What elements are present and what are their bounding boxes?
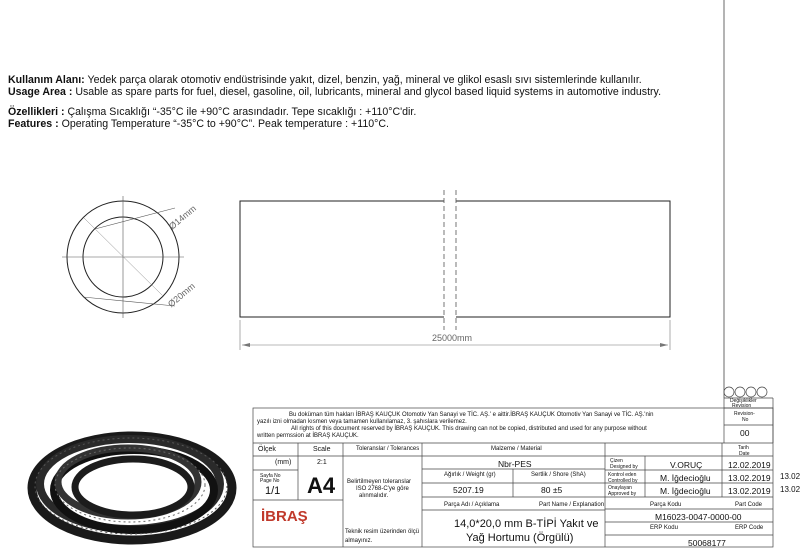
drawn-date: 12.02.2019 (728, 460, 771, 470)
tolerance-text-2: ISO 2768-C'ye göre (356, 486, 409, 492)
checked-en: Controlled by (608, 478, 638, 484)
approved-tr: Onaylayan (608, 485, 632, 491)
usage-en-text: Usable as spare parts for fuel, diesel, gasoline, oil, lubricants, mineral and glycol based liquid systems in automotive industry. (72, 85, 662, 98)
revision-en: Revision (732, 403, 752, 409)
part-name-1: 14,0*20,0 mm B-TİPİ Yakıt ve (454, 518, 599, 530)
length-label: 25000mm (432, 333, 473, 343)
features-en-label: Features : (8, 117, 59, 130)
part-name-2: Yağ Hortumu (Örgülü) (466, 532, 574, 544)
page-en: Page No (260, 478, 280, 484)
overflow-date-2: 13.02 (780, 485, 800, 494)
cross-section (62, 196, 184, 318)
scale-tr: Ölçek (258, 446, 276, 453)
date-en: Date (739, 451, 750, 457)
partcode-en: Part Code (735, 502, 763, 508)
usage-tr-text: Yedek parça olarak otomotiv endüstrisinde yakıt, dizel, benzin, yağ, mineral ve glikol esaslı sıvı sistemlerinde kullanılır. (84, 74, 642, 86)
shore-header: Sertlik / Shore (ShA) (531, 472, 586, 478)
revno-tr: Revision- (734, 411, 755, 417)
unit-label: (mm) (275, 459, 292, 466)
checked-tr: Kontrol eden (608, 472, 637, 478)
material-value: Nbr-PES (498, 459, 532, 469)
part-code: M16023-0047-0000-00 (655, 512, 742, 522)
overflow-date-1: 13.02 (780, 472, 800, 481)
approved-by: M. İğdecioğlu (660, 486, 711, 496)
approved-en: Approved by (608, 491, 637, 497)
tolerance-text-1: Belirtilmeyen toleranslar (347, 479, 412, 485)
copyright-tr-2: yazılı izni olmadan kısmen veya tamamen kullanılamaz, 3. şahıslara verilemez. (257, 419, 467, 425)
tech-note-2: almayınız. (345, 538, 373, 544)
erp-tr: ERP Kodu (650, 525, 678, 531)
paper-size: A4 (307, 473, 336, 498)
approved-date: 13.02.2019 (728, 486, 771, 496)
revno-en: No (742, 417, 749, 423)
hose-coil-photo (32, 436, 232, 540)
drawn-en: Designed by (610, 464, 638, 470)
date-tr: Tarih (738, 445, 749, 451)
usage-tr-label: Kullanım Alanı: (8, 74, 85, 86)
page-value: 1/1 (265, 485, 281, 497)
revision-number: 00 (740, 428, 750, 438)
revision-tr: Değişiklikler (730, 398, 757, 404)
erp-code: 50068177 (688, 538, 726, 548)
features-tr-text: Çalışma Sıcaklığı “-35°C ile +90°C arasındadır. Tepe sıcaklığı : +110°C'dir. (64, 106, 417, 119)
partname-tr: Parça Adı / Açıklama (444, 502, 500, 508)
drawn-by: V.ORUÇ (670, 460, 703, 470)
weight-header: Ağırlık / Weight (gr) (444, 472, 496, 478)
checked-date: 13.02.2019 (728, 473, 771, 483)
drawn-tr: Çizen (610, 458, 623, 464)
partcode-tr: Parça Kodu (650, 502, 682, 508)
checked-by: M. İğdecioğlu (660, 473, 711, 483)
features-tr-label: Özellikleri : (8, 106, 65, 119)
features-en-text: Operating Temperature “-35°C to +90°C”. Peak temperature : +110°C. (58, 117, 389, 130)
shore-value: 80 ±5 (541, 485, 563, 495)
copyright-en: All rights of this document reserved by İBRAŞ KAUÇUK. This drawing can not be copied, distributed and used for any purpose without (291, 426, 647, 432)
company-logo: İBRAŞ (261, 508, 308, 525)
scale-en: Scale (313, 446, 331, 453)
tech-note-1: Teknik resim üzerinden ölçü (345, 529, 420, 535)
material-header: Malzeme / Material (491, 446, 542, 452)
usage-en-label: Usage Area : (8, 85, 73, 98)
hose-side-view (240, 190, 670, 330)
partname-en: Part Name / Explanation (539, 502, 605, 508)
erp-en: ERP Code (735, 525, 764, 531)
copyright-tr: Bu doküman tüm hakları İBRAŞ KAUÇUK Otomotiv Yan Sanayi ve TİC. AŞ.' e aittir.İBRAŞ KAUÇUK Otomotiv Yan Sanayi ve TİC. AŞ.'nin (289, 412, 654, 418)
title-block (253, 408, 773, 548)
tolerance-header: Toleranslar / Tolerances (356, 446, 420, 452)
scale-value: 2:1 (317, 459, 327, 466)
copyright-en-2: written permssion at İBRAŞ KAUÇUK. (257, 433, 359, 439)
weight-value: 5207.19 (453, 485, 484, 495)
outer-diameter-label: Ø20mm (165, 280, 197, 310)
inner-diameter-label: Ø14mm (167, 203, 198, 232)
tolerance-text-3: alınmalıdır. (359, 493, 389, 499)
page-tr: Sayfa No (260, 473, 281, 479)
